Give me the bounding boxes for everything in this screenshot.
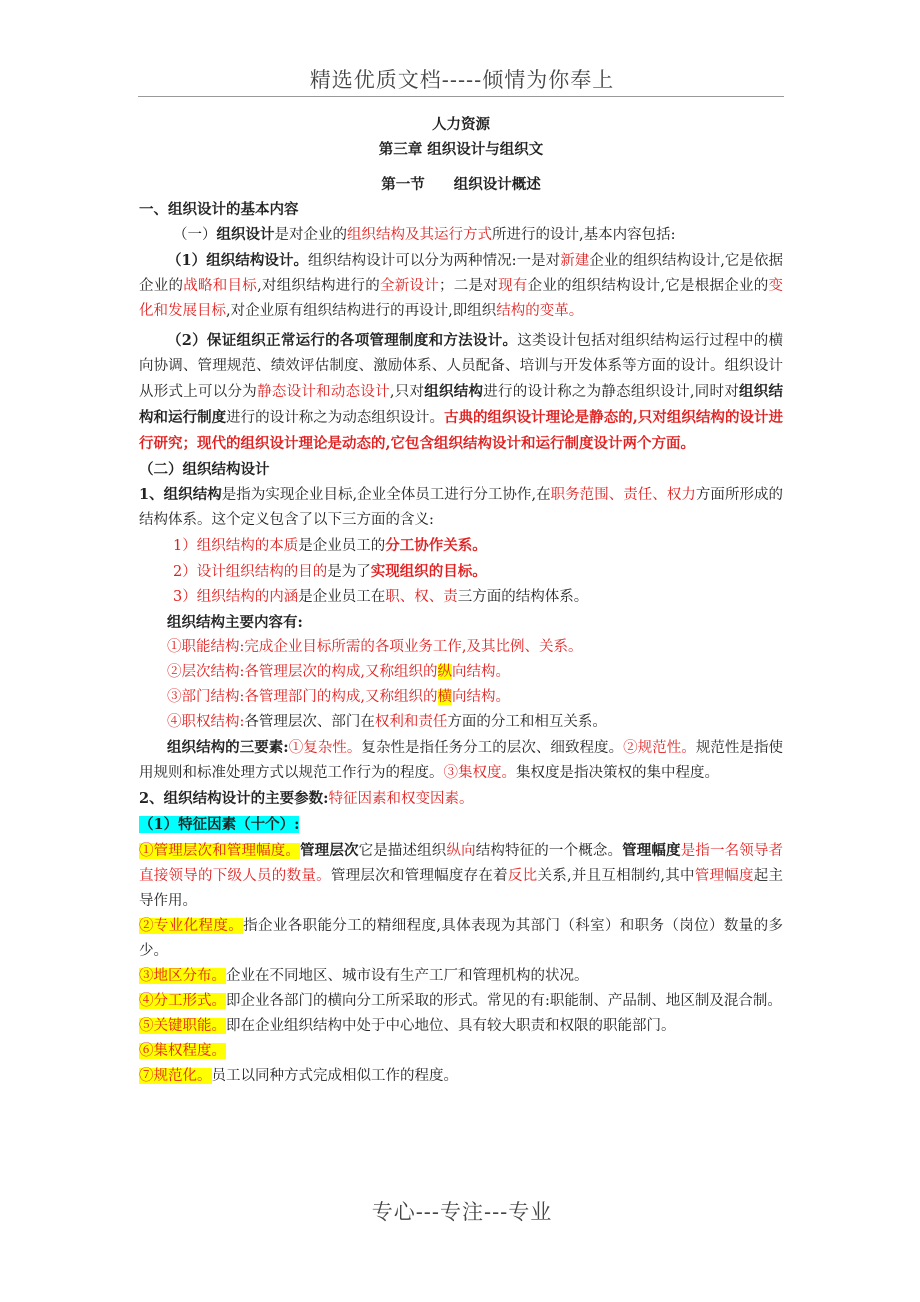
content-item-1: ①职能结构:完成企业目标所需的各项业务工作,及其比例、关系。	[167, 639, 583, 655]
feature-factors-heading: （1）特征因素（十个）:	[139, 816, 300, 833]
document-body	[139, 112, 783, 1089]
content-item-2: ②层次结构:各管理层次的构成,又称组织的纵向结构。	[167, 664, 510, 680]
section-title: 第一节 组织设计概述	[381, 176, 541, 193]
factor-3: ③地区分布。企业在不同地区、城市设有生产工厂和管理机构的状况。	[139, 968, 589, 984]
header-divider	[138, 96, 784, 97]
factor-5: ⑤关键职能。即在企业组织结构中处于中心地位、具有较大职责和权限的职能部门。	[139, 1018, 676, 1034]
factor-7: ⑦规范化。员工以同种方式完成相似工作的程度。	[139, 1068, 458, 1084]
three-elements-paragraph: 组织结构的三要素:①复杂性。复杂性是指任务分工的层次、细致程度。②规范性。规范性是指使用规则和标准处理方式以规范工作行为的程度。③集权度。集权度是指决策权的集中程度。	[139, 739, 784, 781]
page-header: 精选优质文档-----倾情为你奉上	[309, 68, 615, 92]
factor-4: ④分工形式。即企业各部门的横向分工所采取的形式。常见的有:职能制、产品制、地区制及混合制。	[139, 993, 782, 1009]
section-2-heading: （二）组织结构设计	[139, 461, 270, 478]
paragraph-structure-design: （1）组织结构设计。组织结构设计可以分为两种情况:一是对新建企业的组织结构设计,它是依据企业的战略和目标,对组织结构进行的全新设计；二是对现有企业的组织结构设计,它是根据企业的变化和发展目标,对企业原有组织结构进行的再设计,即组织结构的变革。	[139, 252, 784, 319]
factor-1: ①管理层次和管理幅度。管理层次它是描述组织纵向结构特征的一个概念。管理幅度是指一名领导者直接领导的下级人员的数量。管理层次和管理幅度存在着反比关系,并且互相制约,其中管理幅度起主导作用。	[139, 842, 784, 909]
doc-title: 人力资源	[432, 116, 490, 133]
content-item-4: ④职权结构:各管理层次、部门在权利和责任方面的分工和相互关系。	[167, 714, 607, 730]
meaning-3: 3）组织结构的内涵是企业员工在职、权、责三方面的结构体系。	[173, 589, 589, 605]
section-3-heading: 2、组织结构设计的主要参数:特征因素和权变因素。	[139, 790, 474, 807]
paragraph-system-design: （2）保证组织正常运行的各项管理制度和方法设计。这类设计包括对组织结构运行过程中的横向协调、管理规范、绩效评估制度、激励体系、人员配备、培训与开发体系等方面的设计。组织设计从形式上可以分为静态设计和动态设计,只对组织结构进行的设计称之为静态组织设计,同时对组织结构和运行制度进行的设计称之为动态组织设计。古典的组织设计理论是静态的,只对组织结构的设计进行研究；现代的组织设计理论是动态的,它包含组织结构设计和运行制度设计两个方面。	[139, 332, 784, 452]
paragraph-definition: （一）组织设计是对企业的组织结构及其运行方式所进行的设计,基本内容包括:	[173, 226, 676, 243]
meaning-1: 1）组织结构的本质是企业员工的分工协作关系。	[173, 537, 487, 554]
factor-6: ⑥集权程度。	[139, 1043, 226, 1059]
spacer	[139, 162, 783, 172]
chapter-title: 第三章 组织设计与组织文	[378, 141, 544, 158]
page-footer: 专心---专注---专业	[371, 1200, 553, 1224]
meaning-2: 2）设计组织结构的目的是为了实现组织的目标。	[173, 563, 487, 580]
factor-2: ②专业化程度。指企业各职能分工的精细程度,具体表现为其部门（科室）和职务（岗位）数量的多少。	[139, 918, 784, 959]
paragraph-structure-definition: 1、组织结构是指为实现企业目标,企业全体员工进行分工协作,在职务范围、责任、权力方面所形成的结构体系。这个定义包含了以下三方面的含义:	[139, 486, 784, 528]
content-item-3: ③部门结构:各管理部门的构成,又称组织的横向结构。	[167, 689, 510, 705]
section-1-heading: 一、组织设计的基本内容	[139, 201, 299, 218]
main-content-heading: 组织结构主要内容有:	[167, 614, 303, 631]
